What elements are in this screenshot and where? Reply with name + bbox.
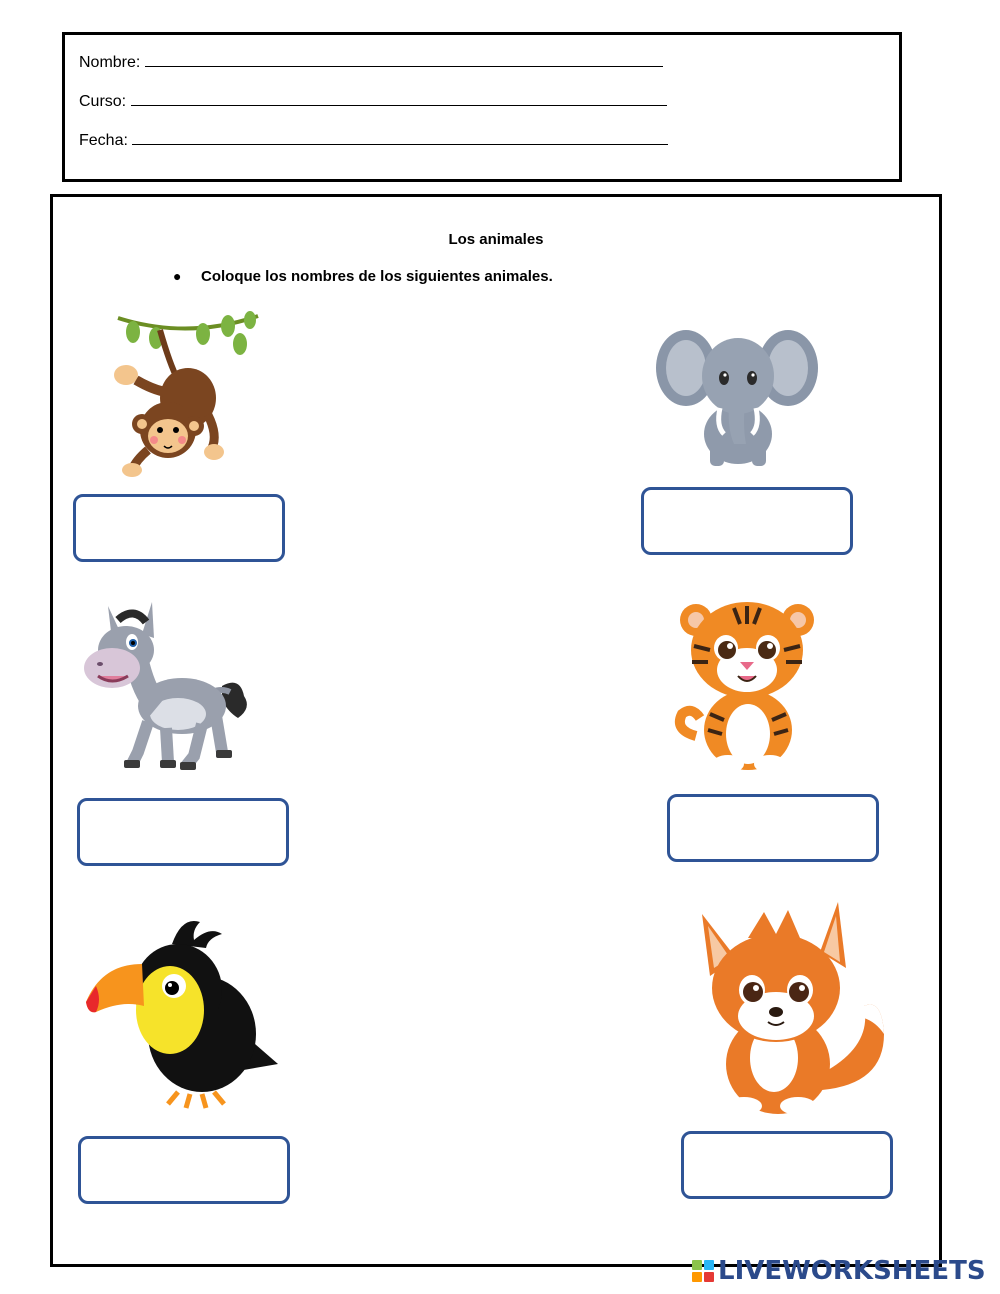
name-line[interactable] [145,52,663,67]
bullet-icon: ● [173,268,182,284]
instruction [173,268,553,285]
answer-box-monkey[interactable] [73,494,285,562]
date-label: Fecha: [79,132,128,149]
toucan-picture [82,914,280,1110]
course-label: Curso: [79,93,127,110]
tiger-picture [674,590,820,774]
fox-picture [688,894,888,1118]
date-row [79,130,668,150]
answer-box-donkey[interactable] [77,798,289,866]
answer-box-tiger[interactable] [667,794,879,862]
monkey-picture [108,310,268,478]
course-row [79,91,667,111]
answer-box-fox[interactable] [681,1131,893,1199]
date-line[interactable] [132,130,668,145]
brand-name: LIVEWORKSHEETS [718,1256,986,1286]
name-row [79,52,663,72]
donkey-picture [82,596,258,776]
logo-blocks-icon [692,1260,714,1282]
student-info-box [62,32,902,182]
liveworksheets-logo [692,1256,986,1286]
worksheet-title: Los animales [448,231,544,248]
answer-box-elephant[interactable] [641,487,853,555]
course-line[interactable] [131,91,667,106]
elephant-picture [654,326,820,472]
name-label: Nombre: [79,54,141,71]
answer-box-toucan[interactable] [78,1136,290,1204]
instruction-text: Coloque los nombres de los siguientes animales. [201,268,553,285]
